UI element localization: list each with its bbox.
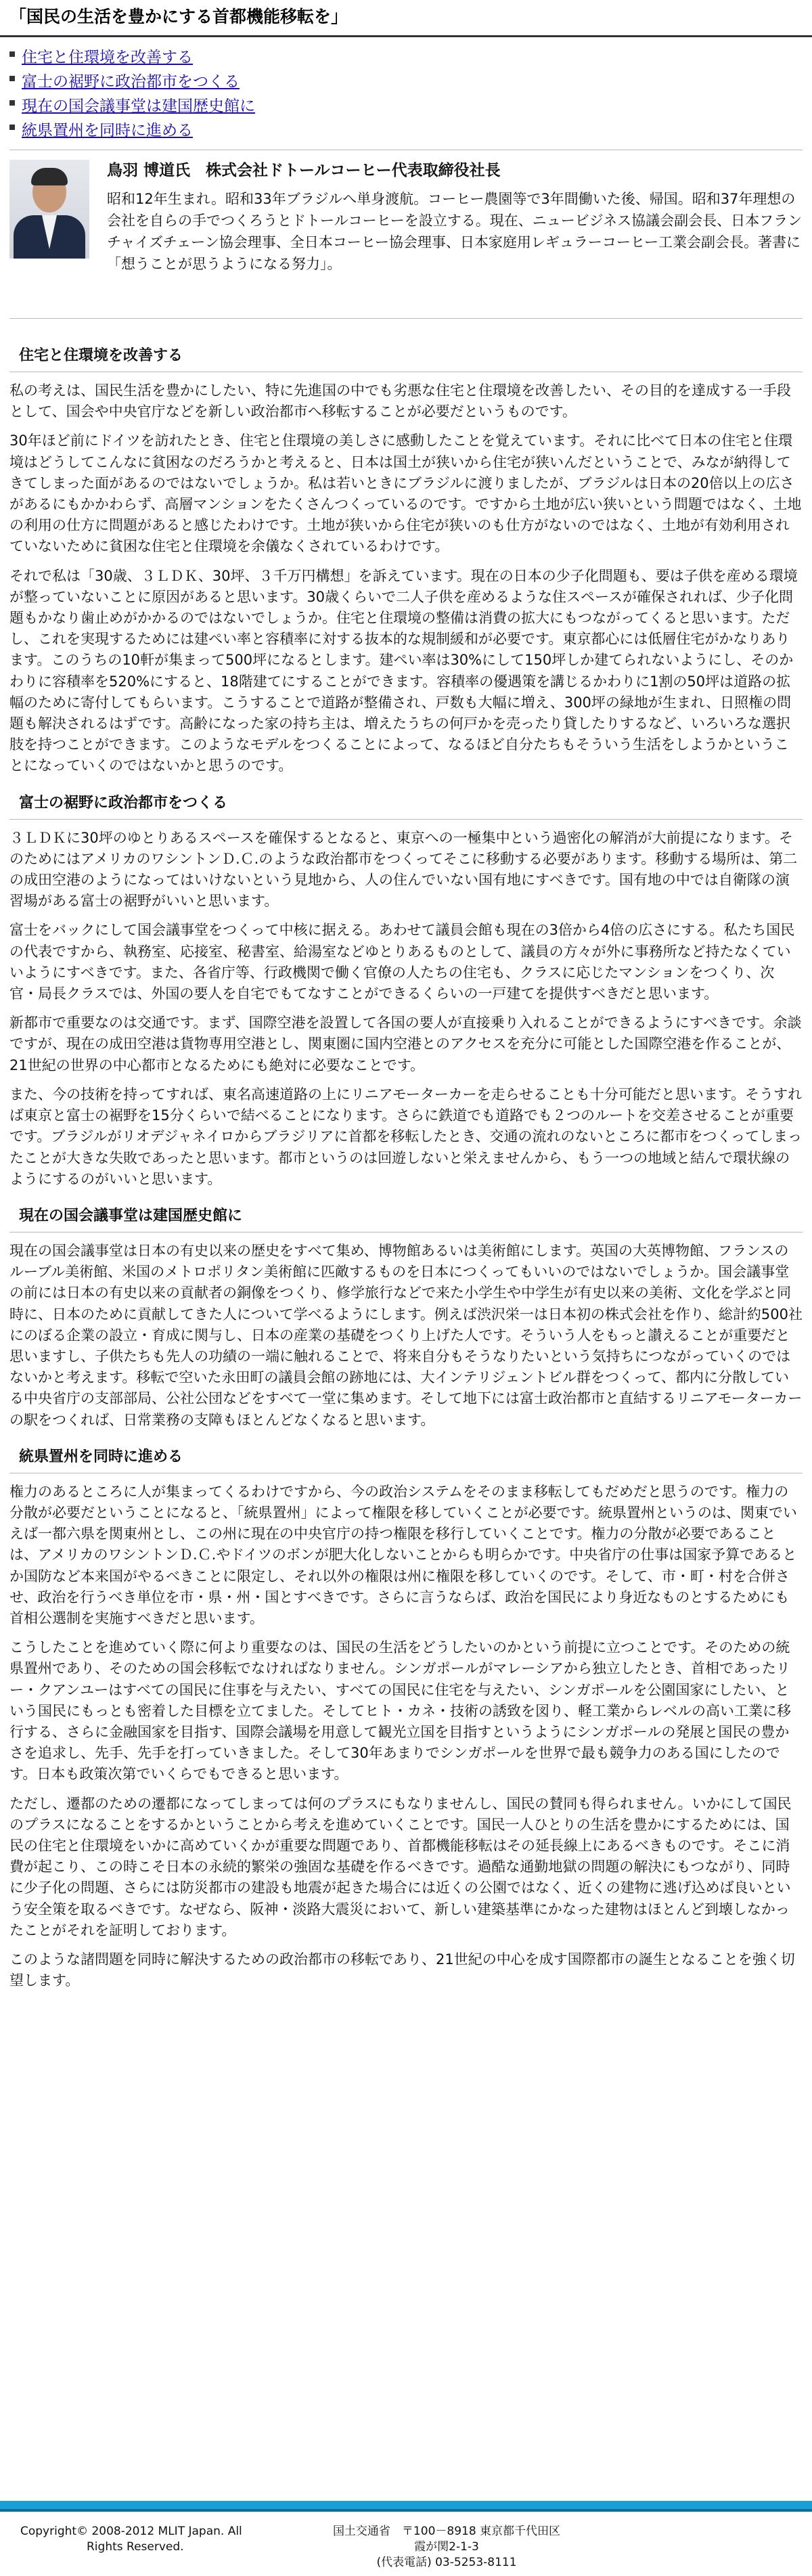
section-state-system	[9, 1442, 803, 1992]
paragraph: 権力のあるところに人が集まってくるわけですから、今の政治システムをそのまま移転してもだめだと思うのです。権力の分散が必要だということになると、「統県置州」によって権限を移していくことが必要です。統県置州というのは、関東でいえば一都六県を関東州とし、この州に現在の中央官庁の持つ権限を移行していくことです。権力の分散が必要であることは、アメリカのワシントンＤ.Ｃ.やドイツのボンが肥大化しないことからも明らかです。中央省庁の仕事は国家予算であるとか国防など本来国がやるべきことに限定し、それ以外の権限は州に権限を移していくのです。そして、市・町・村を合併させ、政治を行うべき単位を市・県・州・国とすべきです。さらに言うならば、政治を国民により身近なものとするためにも首相公選制を実施すべきだと思います。	[9, 1483, 797, 1626]
bullet-icon	[9, 76, 15, 81]
bullet-icon	[9, 51, 15, 57]
copyright-line: Rights Reserved.	[87, 2540, 184, 2554]
paragraph: 私の考えは、国民生活を豊かにしたい、特に先進国の中でも劣悪な住宅と住環境を改善したい、その目的を達成する一手段として、国会や中央官庁などを新しい政治都市へ移転することが必要だというものです。	[9, 382, 791, 420]
section-housing	[9, 340, 803, 777]
toc-item	[9, 118, 803, 143]
page-title: 「国民の生活を豊かにする首都機能移転を」	[9, 7, 348, 26]
footer-bar	[0, 2501, 812, 2509]
author-photo	[9, 160, 89, 259]
address-line: 国土交通省 〒100－8918 東京都千代田区	[332, 2525, 561, 2538]
section-fuji	[9, 788, 803, 1190]
author-bio: 昭和12年生まれ。昭和33年ブラジルへ単身渡航。コーヒー農園等で3年間働いた後、帰国。昭和37年理想の会社を自らの手でつくろうとドトールコーヒーを設立する。現在、ニュービジネス協議会副会長、日本フランチャイズチェーン協会理事、全日本コーヒー協会理事、日本家庭用レギュラーコーヒー工業会副会長。著書に「想うことが思うようになる努力」。	[107, 191, 803, 272]
paragraph: こうしたことを進めていく際に何より重要なのは、国民の生活をどうしたいのかという前提に立つことです。そのための統県置州であり、そのための国会移転でなければなりません。シンガポールがマレーシアから独立したとき、首相であったリー・クアンユーはすべての国民に住事を与えたい、すべての国民に住宅を与えたい、シンガポールを公園国家にしたい、という国民にもっとも密着した目標を立てました。そしてヒト・カネ・技術の誘致を図り、軽工業からレベルの高い工業に移行する、さらに金融国家を目指す、国際会議場を用意して観光立国を目指すというようにシンガポールの発展と国民の豊かさを追求し、先手、先手を打っていきました。そして30年あまりでシンガポールを世界で最も競争力のある国にしたのです。日本も政策次第でいくらでもできると思います。	[9, 1639, 791, 1783]
address	[311, 2524, 582, 2571]
section-heading: 富士の裾野に政治都市をつくる	[9, 788, 803, 820]
toc-item	[9, 45, 803, 70]
copyright	[20, 2524, 264, 2555]
section-heading: 住宅と住環境を改善する	[9, 340, 803, 372]
footer	[0, 2514, 812, 2576]
phone-line: (代表電話) 03-5253-8111	[376, 2556, 517, 2569]
paragraph: また、今の技術を持ってすれば、東名高速道路の上にリニアモーターカーを走らせることも十分可能だと思います。そうすれば東京と富士の裾野を15分くらいで結べることになります。さらに鉄道でも道路でも２つのルートを交差させることが重要です。ブラジルがリオデジャネイロからブラジリアに首都を移転したとき、交通の流れのないところに都市をつくってしまったことが大きな失敗であったと思います。都市というのは回遊しないと栄えませんから、もう一つの地域と結んで環状線のようにするのがいいと思います。	[9, 1086, 803, 1187]
paragraph: 富士をバックにして国会議事堂をつくって中核に据える。あわせて議員会館も現在の3倍から4倍の広さにする。私たち国民の代表ですから、執務室、応接室、秘書室、給湯室などゆとりあるものとして、議員の方々が外に事務所など持たなくていいようにすべきです。また、各省庁等、行政機関で働く官僚の人たちの住宅も、クラスに応じたマンションをつくり、次官・局長クラスでは、外国の要人を自宅でもてなすことができるくらいの一戸建てを提供すべきだと思います。	[9, 922, 795, 1002]
paragraph: ただし、遷都のための遷都になってしまっては何のプラスにもなりませんし、国民の賛同も得られません。いかにして国民のプラスになることをするかということから考えを進めていくことです。国民一人ひとりの生活を豊かにするためには、国民の住宅と住環境をいかに高めていくかが重要な問題であり、首都機能移転はその延長線上にあるべきものです。そこに消費が起こり、この時こそ日本の永続的繁栄の強固な基礎を作るべきです。過酷な通勤地獄の問題の解決にもつながり、同時に少子化の問題、さらには防災都市の建設も地震が起きた場合には近くの公園ではなく、近くの建物に逃げ込めば良いという安全策を取るべきです。なぜなら、阪神・淡路大震災において、新しい建築基準にかなった建物はほとんど到壊しなかったことがそれを証明しております。	[9, 1795, 792, 1938]
toc-item	[9, 70, 803, 94]
section-diet-building	[9, 1201, 803, 1431]
section-heading: 現在の国会議事堂は建国歴史館に	[9, 1201, 803, 1233]
toc-link-housing[interactable]: 住宅と住環境を改善する	[22, 49, 193, 66]
bullet-icon	[9, 125, 15, 130]
bullet-icon	[9, 100, 15, 106]
author-profile	[0, 150, 812, 317]
paragraph: 新都市で重要なのは交通です。まず、国際空港を設置して各国の要人が直接乗り入れることができるようにすべきです。余談ですが、現在の成田空港は貨物専用空港とし、関東圏に国内空港とのアクセスを充分に可能とした国際空港を作ることが、21世紀の世界の中心都市となるためにも絶対に必要なことです。	[9, 1015, 802, 1073]
address-line: 霞が関2-1-3	[414, 2540, 479, 2554]
divider	[9, 318, 803, 319]
paragraph: それで私は「30歳、３ＬＤＫ、30坪、３千万円構想」を訴えています。現在の日本の少子化問題も、要は子供を産める環境が整っていないことに原因があると思います。30歳くらいで二人子供を産めるような住スペースが確保されれば、少子化問題もかなり歯止めがかかるのではないでしょうか。住宅と住環境の整備は消費の拡大にもつながってくると思います。ただし、これを実現するためには建ぺい率と容積率に対する抜本的な規制緩和が必要です。東京都心には低層住宅がかなりあります。このうちの10軒が集まって500坪になるとします。建ぺい率は30%にして150坪しか建てられないようにし、そのかわりに容積率を520%にすると、18階建てにすることができます。容積率の優遇策を講じるかわりに1割の50坪は道路の拡幅のために寄付してもらいます。こうすることで道路が整備され、戸数も大幅に増え、300坪の緑地が生まれ、日照権の問題も解決されるはずです。高齢になった家の持ち主は、増えたうちの何戸かを売ったり貸したりするなど、いろいろな選択肢を持つことができます。このようなモデルをつくることによって、なるほど自分たちもそういう生活をしようかということになっていくのではないかと思うのです。	[9, 567, 798, 774]
paragraph: 現在の国会議事堂は日本の有史以来の歴史をすべて集め、博物館あるいは美術館にします。英国の大英博物館、フランスのルーブル美術館、米国のメトロポリタン美術館に匹敵するものを日本につくってもいいのではないでしょうか。国会議事堂の前には日本の有史以来の貢献者の銅像をつくり、修学旅行などで来た小学生や中学生が有史以来の美術、文化を学ぶと同時に、日本のために貢献してきた人について学べるようにします。例えば渋沢栄一は日本初の株式会社を作り、総計約500社にのぼる企業の設立・育成に関与し、日本の産業の基礎をつくり上げた人です。そういう人をもっと讃えることが重要だと思いますし、子供たちも先人の功績の一端に触れることで、将来自分もそうなりたいという気持ちにつながっていくのではないかと考えます。移転で空いた永田町の議員会館の跡地には、大インテリジェントビル群をつくって、都内に分散している中央省庁の支部部局、公社公団などをすべて一堂に集めます。そして地下には富士政治都市と直結するリニアモーターカーの駅をつくれば、日常業務の支障もほとんどなくなると思います。	[9, 1242, 803, 1428]
paragraph: このような諸問題を同時に解決するための政治都市の移転であり、21世紀の中心を成す国際都市の誕生となることを強く切望します。	[9, 1951, 795, 1989]
toc-link-fuji[interactable]: 富士の裾野に政治都市をつくる	[22, 73, 240, 91]
section-heading: 統県置州を同時に進める	[9, 1442, 803, 1473]
toc-item	[9, 94, 803, 118]
page-header	[0, 0, 812, 37]
paragraph: ３ＬＤＫに30坪のゆとりあるスペースを確保するとなると、東京への一極集中という過密化の解消が大前提になります。そのためにはアメリカのワシントンＤ.Ｃ.のような政治都市をつくってそこに移動する必要があります。移動する場所は、第二の成田空港のようになってはいけないという見地から、人の住んでいない国有地にすべきです。国有地の中では自衛隊の演習場がある富士の裾野がいいと思います。	[9, 829, 798, 910]
toc-link-diet-building[interactable]: 現在の国会議事堂は建国歴史館に	[22, 97, 255, 115]
paragraph: 30年ほど前にドイツを訪れたとき、住宅と住環境の美しさに感動したことを覚えています。それに比べて日本の住宅と住環境はどうしてこんなに貧困なのだろうかと考えると、日本は国土が狭いから住宅が狭いんだということで、みなが納得してきてしまった面があるのではないでしょうか。私は若いときにブラジルに渡りましたが、ブラジルは日本の20倍以上の広さがあるにもかかわらず、高層マンションをたくさんつくっているのです。ですから土地が広い狭いという問題ではなく、土地の利用の仕方に問題があると感じたわけです。土地が狭いから住宅が狭いのも仕方がないのではなく、土地が有効利用されていないために貧困な住宅と住環境を余儀なくされているわけです。	[9, 432, 802, 555]
footer-bar-shadow	[0, 2509, 812, 2512]
copyright-line: Copyright© 2008-2012 MLIT Japan. All	[20, 2525, 242, 2538]
toc-link-state-system[interactable]: 統県置州を同時に進める	[22, 122, 193, 139]
author-name: 鳥羽 博道氏 株式会社ドトールコーヒー代表取締役社長	[107, 162, 501, 179]
table-of-contents	[0, 45, 812, 143]
